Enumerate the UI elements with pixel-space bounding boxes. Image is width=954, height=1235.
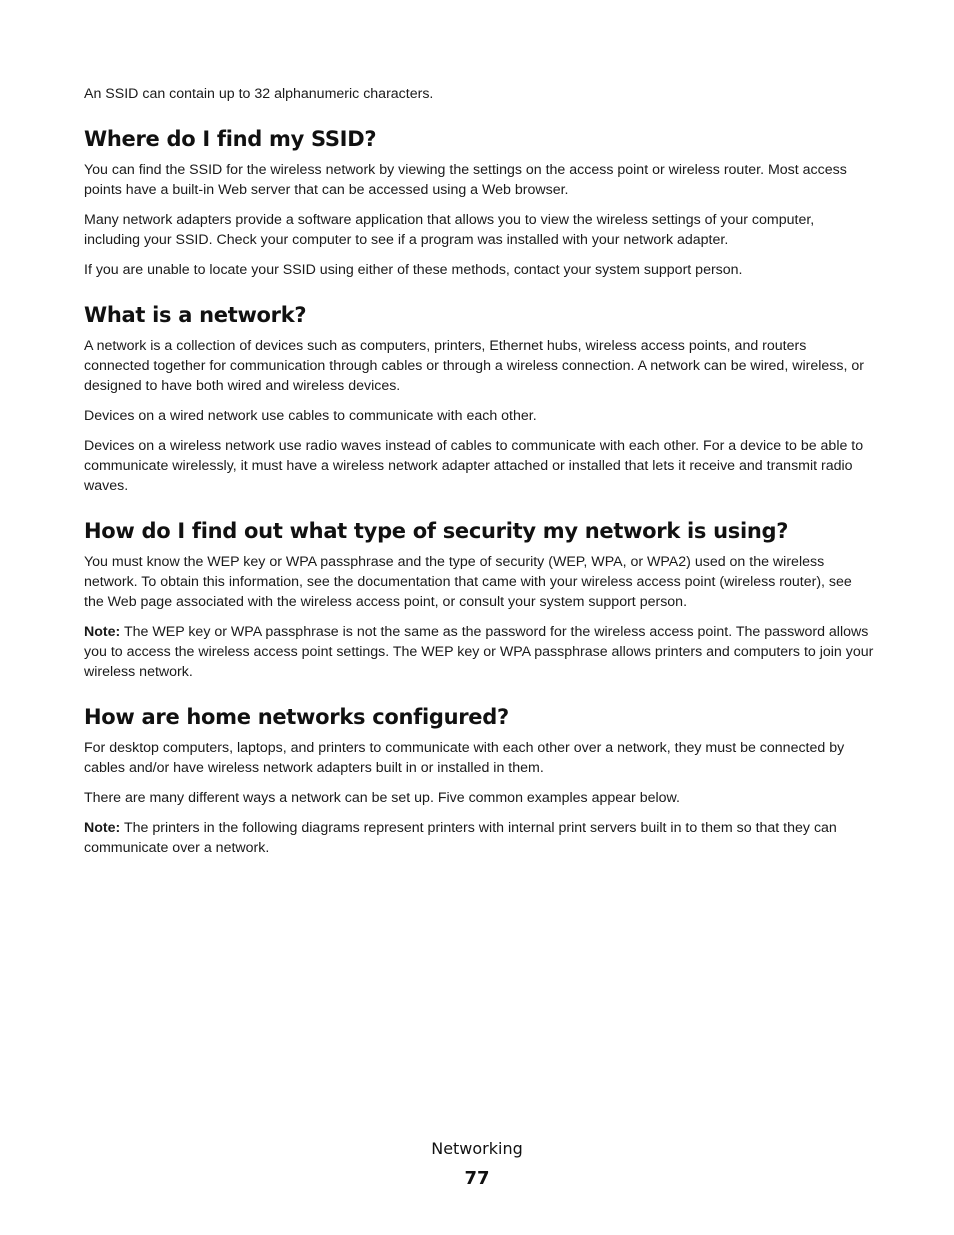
- paragraph: You must know the WEP key or WPA passphrase and the type of security (WEP, WPA, or WPA2) used on the wireless network. To obtain this information, see the documentation that came with your wireless access point (wireless router), see the Web page associated with the wireless access point, or consult your system support person.: [84, 554, 852, 610]
- paragraph: Devices on a wireless network use radio waves instead of cables to communicate with each other. For a device to be able to communicate wirelessly, it must have a wireless network adapter attached or installed that lets it receive and transmit radio waves.: [84, 438, 864, 494]
- page-footer: [0, 1138, 954, 1192]
- paragraph: There are many different ways a network can be set up. Five common examples appear below.: [84, 790, 680, 806]
- paragraph: For desktop computers, laptops, and printers to communicate with each other over a network, they must be connected by cables and/or have wireless network adapters built in or installed in them.: [84, 740, 845, 776]
- note-label: Note:: [84, 820, 121, 836]
- paragraph: Devices on a wired network use cables to communicate with each other.: [84, 408, 537, 424]
- note-paragraph: [84, 622, 874, 682]
- note-text: The printers in the following diagrams represent printers with internal print servers built in to them so that they can communicate over a network.: [84, 820, 837, 856]
- heading-security-type: How do I find out what type of security my network is using?: [84, 519, 789, 543]
- heading-what-is-network: What is a network?: [84, 303, 307, 327]
- heading-find-ssid: Where do I find my SSID?: [84, 127, 377, 151]
- note-text: The WEP key or WPA passphrase is not the same as the password for the wireless access point. The password allows you to access the wireless access point settings. The WEP key or WPA passphrase allows printers and computers to join your wireless network.: [84, 624, 874, 680]
- page-content: [84, 84, 874, 868]
- heading-home-networks: How are home networks configured?: [84, 705, 509, 729]
- note-label: Note:: [84, 624, 121, 640]
- paragraph: Many network adapters provide a software application that allows you to view the wireless settings of your computer, including your SSID. Check your computer to see if a program was installed with your network adapter.: [84, 212, 815, 248]
- intro-paragraph: An SSID can contain up to 32 alphanumeric characters.: [84, 86, 434, 102]
- note-paragraph: [84, 818, 874, 858]
- paragraph: If you are unable to locate your SSID using either of these methods, contact your system support person.: [84, 262, 743, 278]
- paragraph: A network is a collection of devices such as computers, printers, Ethernet hubs, wireless access points, and routers connected together for communication through cables or through a wireless connection. A network can be wired, wireless, or designed to have both wired and wireless devices.: [84, 338, 864, 394]
- footer-section-title: Networking: [431, 1139, 523, 1158]
- page-number: 77: [464, 1168, 490, 1189]
- paragraph: You can find the SSID for the wireless network by viewing the settings on the access point or wireless router. Most access points have a built-in Web server that can be accessed using a Web browser.: [84, 162, 847, 198]
